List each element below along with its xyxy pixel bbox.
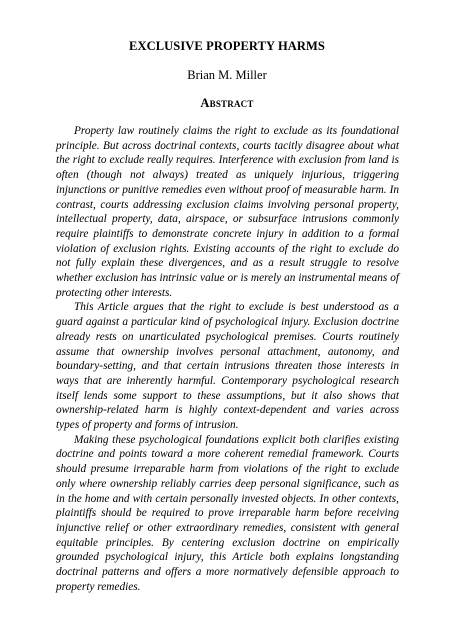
abstract-paragraph-2: This Article argues that the right to exclude is best understood as a guard against a particular kind of psychological injury. Exclusion doctrine already rests on unarticulated psychological premises. Courts routinely assume that ownership involves personal attachment, autonomy, and boundary-setting, and that certain intrusions threaten those interests in ways that are inherently harmful. Contemporary psychological research itself lends some support to these assumptions, but it also shows that ownership-related harm is highly context-dependent and varies across types of property and forms of intrusion.: [56, 301, 399, 432]
abstract-heading: Abstract: [200, 96, 254, 110]
paper-title: EXCLUSIVE PROPERTY HARMS: [129, 39, 325, 53]
author-name: Brian M. Miller: [187, 68, 267, 82]
abstract-paragraph-3: Making these psychological foundations explicit both clarifies existing doctrine and points toward a more coherent remedial framework. Courts should presume irreparable harm from violations of the right to exclude only where ownership reliably carries deep personal significance, such as in the home and with certain personally invested objects. In other contexts, plaintiffs should be required to prove irreparable harm before receiving injunctive relief or other extraordinary remedies, consistent with general equitable principles. By centering exclusion doctrine on empirically grounded psychological injury, this Article both explains longstanding doctrinal patterns and offers a more normatively defensible approach to property remedies.: [56, 433, 399, 593]
abstract-paragraph-1: Property law routinely claims the right to exclude as its foundational principle. But across doctrinal contexts, courts tacitly disagree about what the right to exclude really requires. Interference with exclusion from land is often (though not always) treated as uniquely injurious, triggering injunctions or punitive remedies even without proof of measurable harm. In contrast, courts addressing exclusion claims involving personal property, intellectual property, data, airspace, or subsurface intrusions commonly require plaintiffs to demonstrate concrete injury in addition to a formal violation of exclusion rights. Existing accounts of the right to exclude do not fully explain these divergences, and as a result struggle to resolve whether exclusion has intrinsic value or is merely an instrumental means of protecting other interests.: [56, 125, 399, 299]
abstract-body: [56, 124, 399, 595]
